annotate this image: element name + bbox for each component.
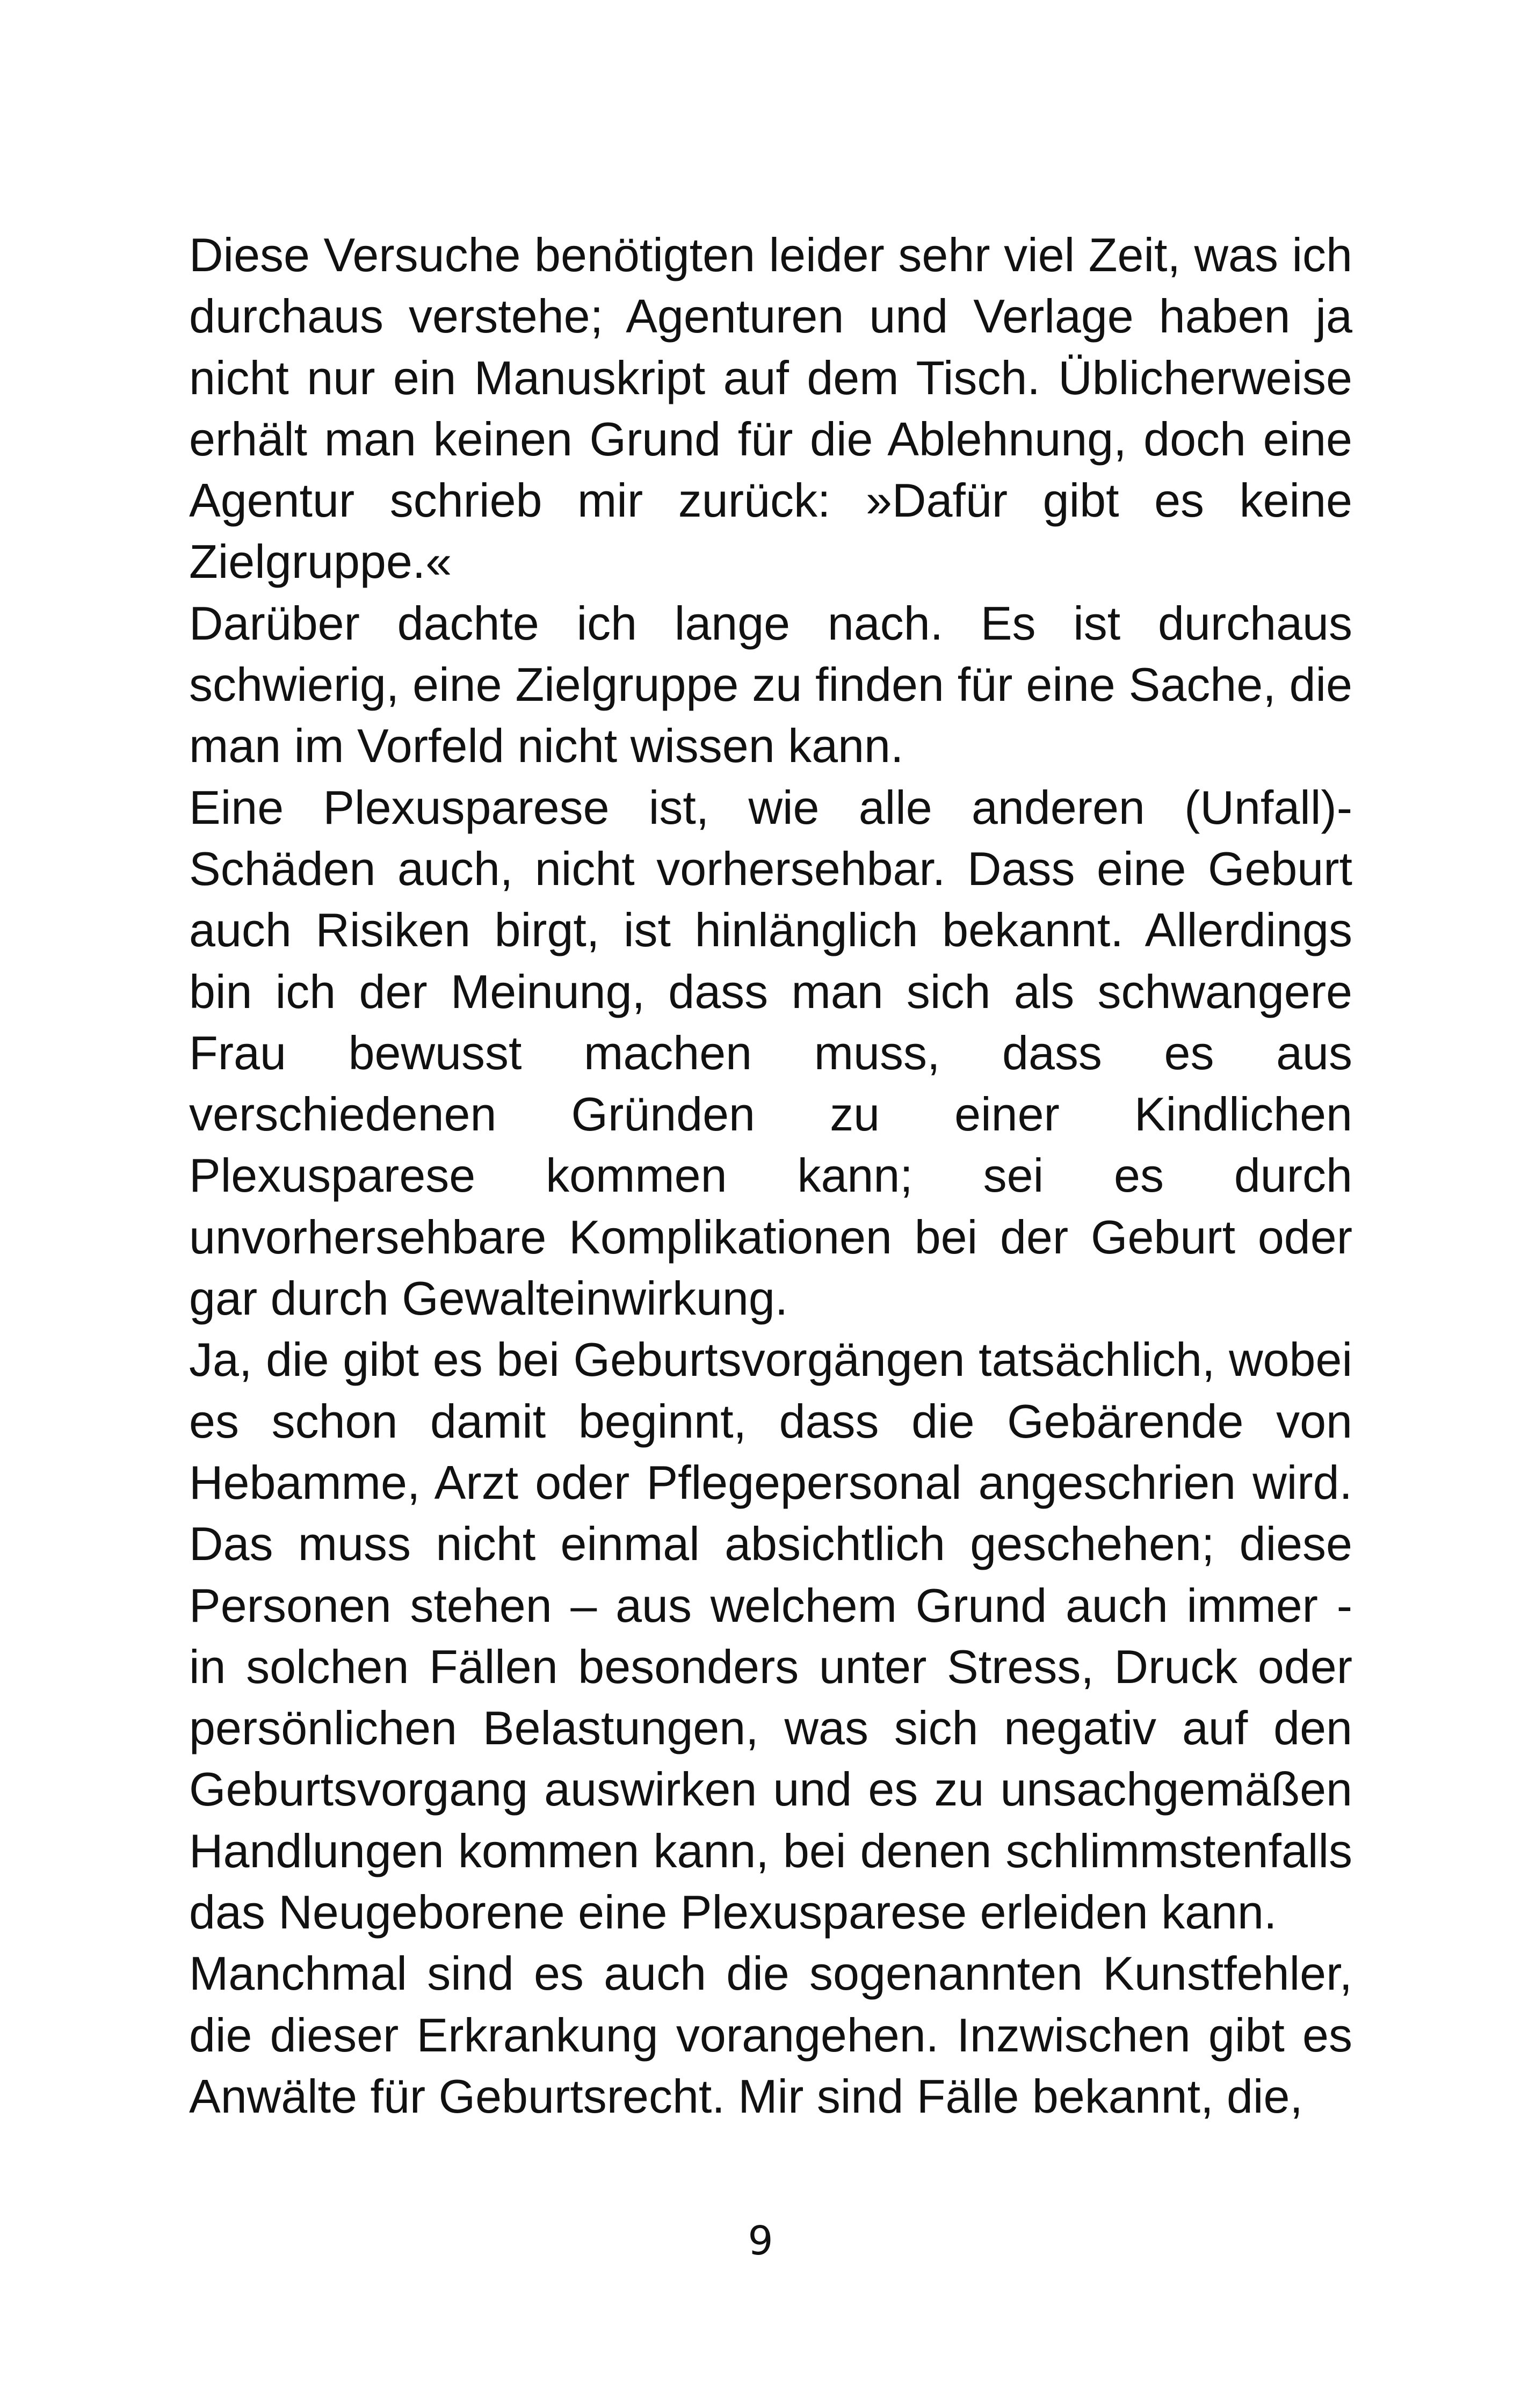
paragraph-5: Manchmal sind es auch die sogenannten Kunstfehler, die dieser Erkrankung vorangehen. Inzwischen gibt es Anwälte für Geburtsrecht. Mir sind Fälle bekannt, die, (189, 1947, 1352, 2123)
page-number: 9 (748, 2218, 773, 2264)
paragraph-1: Diese Versuche benötigten leider sehr viel Zeit, was ich durchaus verstehe; Agenturen und Verlage haben ja nicht nur ein Manuskript auf dem Tisch. Üblicherweise erhält man keinen Grund für die Ablehnung, doch eine Agentur schrieb mir zurück: »Dafür gibt es keine Zielgruppe.« (189, 228, 1352, 589)
body-text (189, 224, 1352, 2127)
paragraph-4: Ja, die gibt es bei Geburtsvorgängen tatsächlich, wobei es schon damit beginnt, dass die Gebärende von Hebamme, Arzt oder Pflegepersonal angeschrien wird. Das muss nicht einmal absichtlich geschehen; diese Personen stehen – aus welchem Grund auch immer - in solchen Fällen besonders unter Stress, Druck oder persönlichen Belastungen, was sich negativ auf den Geburtsvorgang auswirken und es zu unsachgemäßen Handlungen kommen kann, bei denen schlimmstenfalls das Neugeborene eine Plexusparese erleiden kann. (189, 1333, 1352, 1939)
paragraph-3: Eine Plexusparese ist, wie alle anderen (Unfall)-Schäden auch, nicht vorhersehbar. Dass eine Geburt auch Risiken birgt, ist hinlänglich bekannt. Allerdings bin ich der Meinung, dass man sich als schwangere Frau bewusst machen muss, dass es aus verschiedenen Gründen zu einer Kindlichen Plexusparese kommen kann; sei es durch unvorhersehbare Komplikationen bei der Geburt oder gar durch Gewalteinwirkung. (189, 780, 1352, 1325)
paragraph-2: Darüber dachte ich lange nach. Es ist durchaus schwierig, eine Zielgruppe zu finden für eine Sache, die man im Vorfeld nicht wissen kann. (189, 596, 1352, 773)
